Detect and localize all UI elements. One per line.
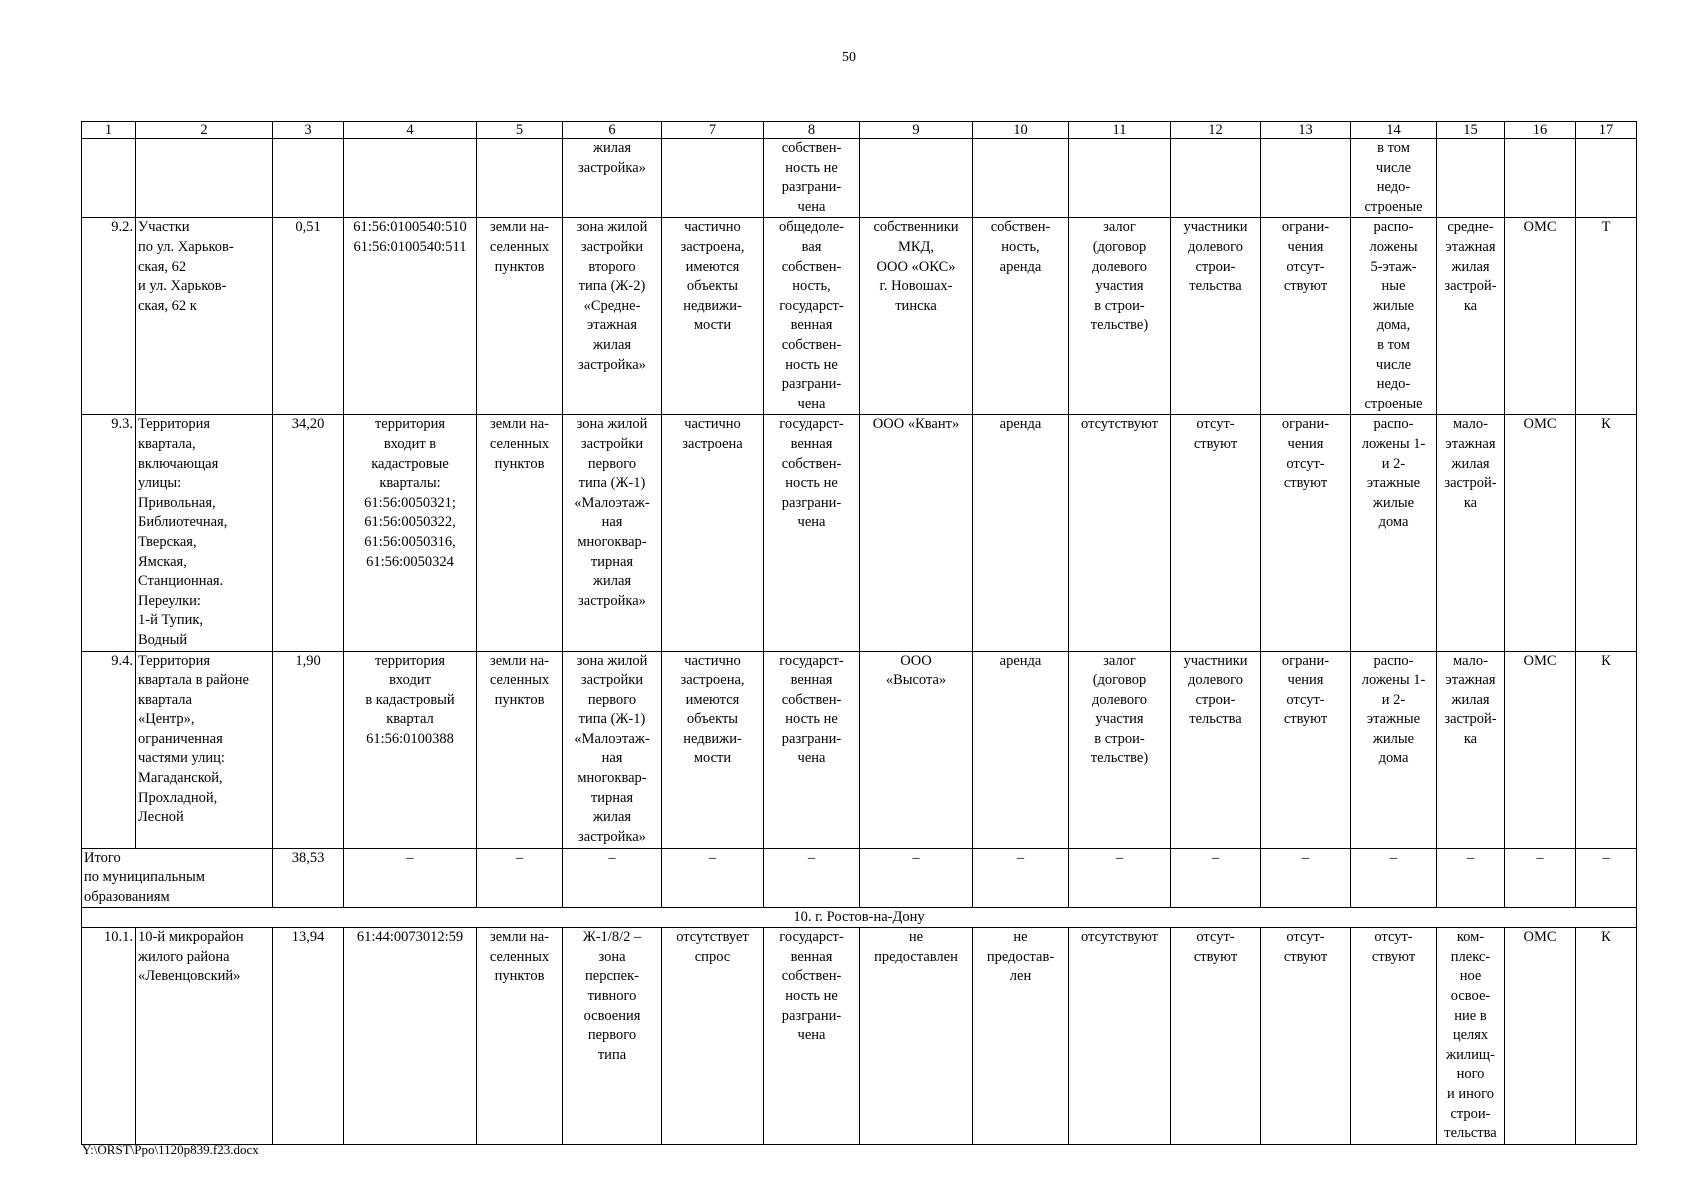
table-cell: 34,20 <box>273 415 344 651</box>
table-row <box>82 651 1637 848</box>
table-cell: 3 <box>273 122 344 139</box>
table-cell: частично застроена, имеются объекты недвижи- мости <box>662 651 764 848</box>
table-cell: 12 <box>1171 122 1261 139</box>
table-cell: ограни- чения отсут- ствуют <box>1261 218 1351 415</box>
table-cell: отсут- ствуют <box>1171 928 1261 1145</box>
table-cell: ООО «Квант» <box>860 415 973 651</box>
table-cell: территория входит в кадастровый квартал 61:56:0100388 <box>344 651 477 848</box>
table-cell: собственники МКД, ООО «ОКС» г. Новошах- тинска <box>860 218 973 415</box>
table-cell: 14 <box>1351 122 1437 139</box>
table-cell: распо- ложены 1- и 2- этажные жилые дома <box>1351 415 1437 651</box>
total-dash-cell: – <box>860 848 973 908</box>
table-cell: залог (договор долевого участия в строи- тельстве) <box>1069 651 1171 848</box>
table-cell: государст- венная собствен- ность не разграни- чена <box>764 415 860 651</box>
table-cell: отсутствуют <box>1069 928 1171 1145</box>
table-row <box>82 928 1637 1145</box>
table-cell: 17 <box>1576 122 1637 139</box>
table-cell: зона жилой застройки первого типа (Ж-1) «Малоэтаж- ная многоквар- тирная жилая застройка» <box>563 415 662 651</box>
table-cell <box>1171 139 1261 218</box>
table-cell: Территория квартала, включающая улицы: Привольная, Библиотечная, Тверская, Ямская, Станционная. Переулки: 1-й Тупик, Водный <box>136 415 273 651</box>
table-cell <box>1261 139 1351 218</box>
table-cell: 0,51 <box>273 218 344 415</box>
table-cell: общедоле- вая собствен- ность, государст- венная собствен- ность не разграни- чена <box>764 218 860 415</box>
table-cell: 16 <box>1505 122 1576 139</box>
table-cell: аренда <box>973 651 1069 848</box>
table-cell: 61:56:0100540:510 61:56:0100540:511 <box>344 218 477 415</box>
table-cell: К <box>1576 415 1637 651</box>
table-cell: мало- этажная жилая застрой- ка <box>1437 415 1505 651</box>
total-dash-cell: – <box>662 848 764 908</box>
table-cell <box>662 139 764 218</box>
table-cell: зона жилой застройки второго типа (Ж-2) «Средне- этажная жилая застройка» <box>563 218 662 415</box>
table-cell <box>860 139 973 218</box>
table-cell: государст- венная собствен- ность не разграни- чена <box>764 928 860 1145</box>
table-cell: земли на- селенных пунктов <box>477 651 563 848</box>
table-cell: 6 <box>563 122 662 139</box>
table-cell: ОМС <box>1505 415 1576 651</box>
total-row <box>82 848 1637 908</box>
total-dash-cell: – <box>1171 848 1261 908</box>
table-cell: распо- ложены 5-этаж- ные жилые дома, в том числе недо- строеные <box>1351 218 1437 415</box>
table-cell: 8 <box>764 122 860 139</box>
table-cell: частично застроена <box>662 415 764 651</box>
table-cell: 15 <box>1437 122 1505 139</box>
page-number: 50 <box>842 50 856 65</box>
footer-file-path: Y:\ORST\Ppo\1120p839.f23.docx <box>82 1142 259 1157</box>
table-cell: Территория квартала в районе квартала «Центр», ограниченная частями улиц: Магаданской, Прохладной, Лесной <box>136 651 273 848</box>
header-row <box>82 122 1637 139</box>
table-cell: ком- плекс- ное освое- ние в целях жилищ- ного и иного строи- тельства <box>1437 928 1505 1145</box>
table-cell <box>1437 139 1505 218</box>
table-cell: отсутствуют <box>1069 415 1171 651</box>
section-row <box>82 908 1637 928</box>
table-cell <box>1069 139 1171 218</box>
total-dash-cell: – <box>1069 848 1171 908</box>
table-cell: 11 <box>1069 122 1171 139</box>
table-cell: К <box>1576 651 1637 848</box>
table-cell: распо- ложены 1- и 2- этажные жилые дома <box>1351 651 1437 848</box>
table-cell: 9.2. <box>82 218 136 415</box>
total-dash-cell: – <box>1505 848 1576 908</box>
section-title: 10. г. Ростов-на-Дону <box>82 908 1637 928</box>
table-cell: 10-й микрорайон жилого района «Левенцовский» <box>136 928 273 1145</box>
table-cell: отсут- ствуют <box>1171 415 1261 651</box>
table-cell: 10 <box>973 122 1069 139</box>
table-cell: отсут- ствуют <box>1351 928 1437 1145</box>
table-cell: собствен- ность, аренда <box>973 218 1069 415</box>
table-cell: не предостав- лен <box>973 928 1069 1145</box>
table-cell: 4 <box>344 122 477 139</box>
table-cell: земли на- селенных пунктов <box>477 928 563 1145</box>
continuation-row <box>82 139 1637 218</box>
table-cell: 10.1. <box>82 928 136 1145</box>
total-dash-cell: – <box>344 848 477 908</box>
total-dash-cell: – <box>764 848 860 908</box>
table-cell: 9 <box>860 122 973 139</box>
table-cell: зона жилой застройки первого типа (Ж-1) «Малоэтаж- ная многоквар- тирная жилая застройка» <box>563 651 662 848</box>
table-cell: участники долевого строи- тельства <box>1171 651 1261 848</box>
table-cell: ограни- чения отсут- ствуют <box>1261 651 1351 848</box>
table-cell <box>136 139 273 218</box>
total-dash-cell: – <box>1261 848 1351 908</box>
table-cell: 13 <box>1261 122 1351 139</box>
table-cell: участники долевого строи- тельства <box>1171 218 1261 415</box>
table-cell <box>1576 139 1637 218</box>
table-cell: 9.4. <box>82 651 136 848</box>
table-cell <box>477 139 563 218</box>
table-cell: земли на- селенных пунктов <box>477 415 563 651</box>
table-cell: 2 <box>136 122 273 139</box>
table-cell: не предоставлен <box>860 928 973 1145</box>
table-row <box>82 218 1637 415</box>
table-cell: аренда <box>973 415 1069 651</box>
table-cell: Ж-1/8/2 – зона перспек- тивного освоения первого типа <box>563 928 662 1145</box>
total-dash-cell: – <box>973 848 1069 908</box>
table-cell: ОМС <box>1505 928 1576 1145</box>
table-cell <box>273 139 344 218</box>
table-cell: собствен- ность не разграни- чена <box>764 139 860 218</box>
table-cell: отсутствует спрос <box>662 928 764 1145</box>
table-cell <box>344 139 477 218</box>
total-dash-cell: – <box>1576 848 1637 908</box>
table-cell: К <box>1576 928 1637 1145</box>
table-cell: ООО «Высота» <box>860 651 973 848</box>
table-cell: 9.3. <box>82 415 136 651</box>
total-area: 38,53 <box>273 848 344 908</box>
table-cell <box>1505 139 1576 218</box>
total-label: Итого по муниципальным образованиям <box>82 848 273 908</box>
table-row <box>82 415 1637 651</box>
table-cell: частично застроена, имеются объекты недвижи- мости <box>662 218 764 415</box>
total-dash-cell: – <box>1351 848 1437 908</box>
table-cell: мало- этажная жилая застрой- ка <box>1437 651 1505 848</box>
table-cell: ОМС <box>1505 218 1576 415</box>
table-cell: залог (договор долевого участия в строи- тельстве) <box>1069 218 1171 415</box>
table-cell: ОМС <box>1505 651 1576 848</box>
total-dash-cell: – <box>563 848 662 908</box>
table-cell: средне- этажная жилая застрой- ка <box>1437 218 1505 415</box>
table-cell: 13,94 <box>273 928 344 1145</box>
table-cell: 7 <box>662 122 764 139</box>
table-cell: территория входит в кадастровые кварталы: 61:56:0050321; 61:56:0050322, 61:56:0050316, 61:56:0050324 <box>344 415 477 651</box>
table-cell: Участки по ул. Харьков- ская, 62 и ул. Харьков- ская, 62 к <box>136 218 273 415</box>
table-cell: 1,90 <box>273 651 344 848</box>
table-cell: ограни- чения отсут- ствуют <box>1261 415 1351 651</box>
table-cell: 61:44:0073012:59 <box>344 928 477 1145</box>
table-cell: государст- венная собствен- ность не разграни- чена <box>764 651 860 848</box>
table-cell: земли на- селенных пунктов <box>477 218 563 415</box>
table-cell: 1 <box>82 122 136 139</box>
total-dash-cell: – <box>1437 848 1505 908</box>
table-cell: в том числе недо- строеные <box>1351 139 1437 218</box>
table-cell: жилая застройка» <box>563 139 662 218</box>
table-cell: отсут- ствуют <box>1261 928 1351 1145</box>
table-cell: 5 <box>477 122 563 139</box>
total-dash-cell: – <box>477 848 563 908</box>
table-cell <box>82 139 136 218</box>
table-cell: Т <box>1576 218 1637 415</box>
land-plots-table <box>81 121 1637 1145</box>
table-cell <box>973 139 1069 218</box>
